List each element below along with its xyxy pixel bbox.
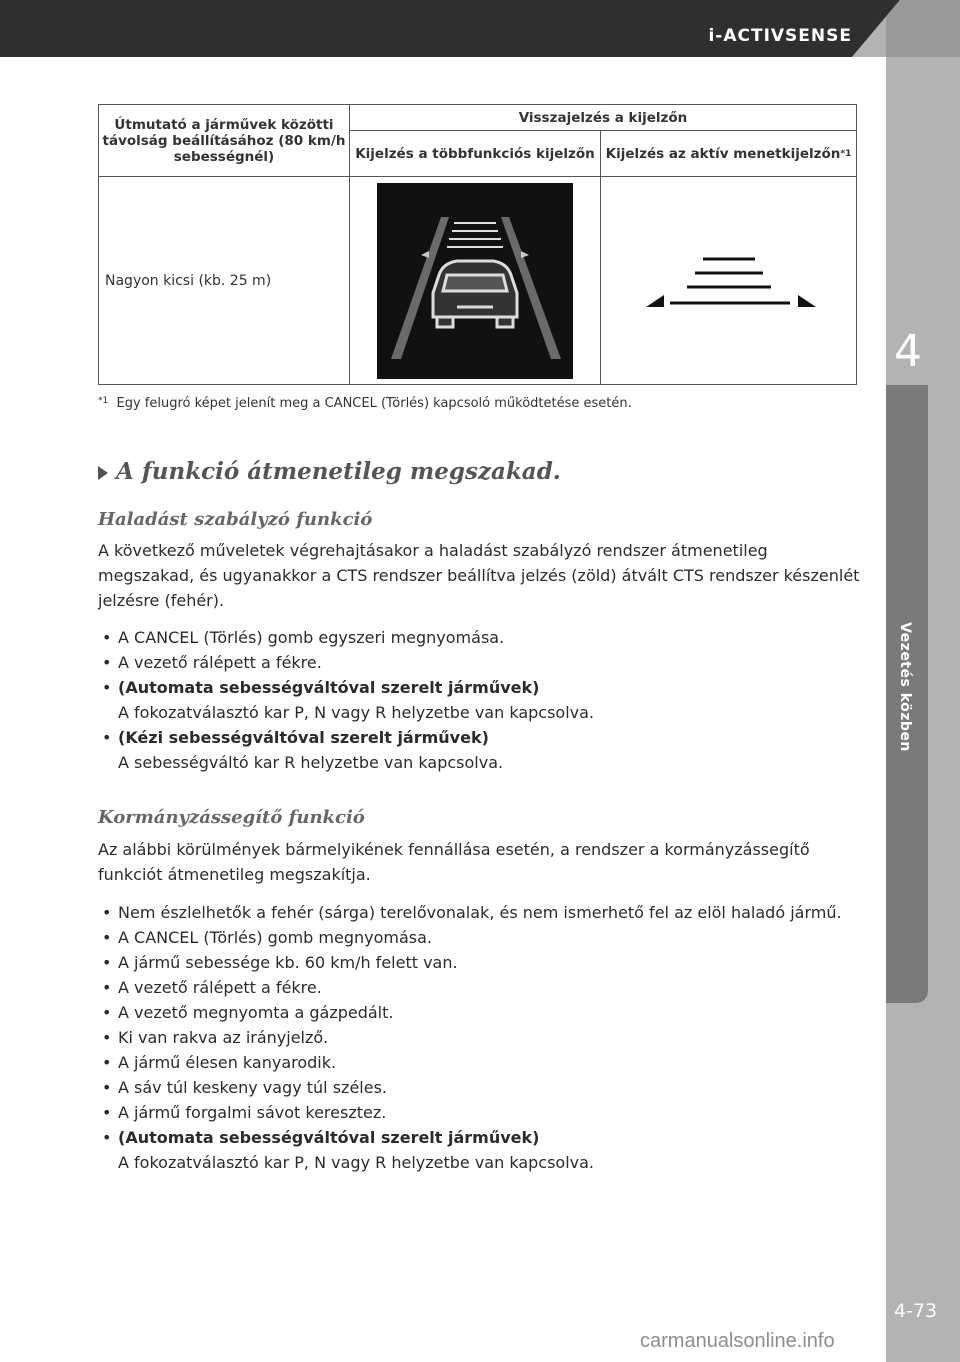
list-item xyxy=(98,725,863,775)
col3-header-text: Kijelzés az aktív menetkijelzőn xyxy=(605,145,841,162)
col3-header xyxy=(601,131,857,177)
bullet-icon: • xyxy=(102,1003,112,1022)
list-item-heading: (Automata sebességváltóval szerelt járművek) xyxy=(118,1128,540,1147)
bullet-icon: • xyxy=(102,1053,112,1072)
bullet-icon: • xyxy=(102,1128,112,1147)
list-item xyxy=(98,625,863,650)
list-item-heading: (Automata sebességváltóval szerelt járművek) xyxy=(118,678,540,697)
row1-label: Nagyon kicsi (kb. 25 m) xyxy=(99,177,350,385)
sub2-paragraph: Az alábbi körülmények bármelyikének fennállása esetén, a rendszer a kormányzássegítő funkciót átmenetileg megszakítja. xyxy=(98,840,810,884)
page-header xyxy=(0,0,960,57)
bullet-icon: • xyxy=(102,1103,112,1122)
list-item xyxy=(98,675,863,725)
sub1-title: Haladást szabályzó funkció xyxy=(98,509,373,530)
list-item-text: A CANCEL (Törlés) gomb egyszeri megnyomása. xyxy=(118,628,505,647)
list-item xyxy=(98,1000,863,1025)
list-item xyxy=(98,1025,863,1050)
list-item-text: A fokozatválasztó kar P, N vagy R helyzetbe van kapcsolva. xyxy=(118,1153,595,1172)
mfd-display-image xyxy=(377,183,573,379)
bullet-icon: • xyxy=(102,928,112,947)
page-number: 4-73 xyxy=(894,1300,938,1322)
list-item-text: A jármű forgalmi sávot keresztez. xyxy=(118,1103,387,1122)
footnote-text: Egy felugró képet jelenít meg a CANCEL (Törlés) kapcsoló működtetése esetén. xyxy=(116,396,632,411)
bullet-icon: • xyxy=(102,678,112,697)
car-rear-icon xyxy=(433,261,517,327)
list-item-text: A vezető rálépett a fékre. xyxy=(118,653,322,672)
list-item xyxy=(98,950,863,975)
list-item xyxy=(98,925,863,950)
list-item-text: A jármű sebessége kb. 60 km/h felett van. xyxy=(118,953,458,972)
chapter-number: 4 xyxy=(894,326,922,377)
list-item xyxy=(98,900,863,925)
right-arrow-icon xyxy=(798,295,816,307)
sub1-paragraph: A következő műveletek végrehajtásakor a haladást szabályzó rendszer átmenetileg megszakad, és ugyanakkor a CTS rendszer beállítva jelzés (zöld) átvált CTS rendszer készenlét jelzésre (fehér). xyxy=(98,541,860,610)
bullet-icon: • xyxy=(102,953,112,972)
active-display-cell xyxy=(601,177,857,385)
list-item xyxy=(98,1075,863,1100)
list-item-text: A CANCEL (Törlés) gomb megnyomása. xyxy=(118,928,433,947)
list-item-heading: (Kézi sebességváltóval szerelt járművek) xyxy=(118,728,489,747)
list-item-text: A sáv túl keskeny vagy túl széles. xyxy=(118,1078,387,1097)
sub1-list xyxy=(98,625,863,775)
list-item-text: A sebességváltó kar R helyzetbe van kapcsolva. xyxy=(118,753,504,772)
list-item xyxy=(98,1050,863,1075)
bullet-icon: • xyxy=(102,1078,112,1097)
bullet-icon: • xyxy=(102,728,112,747)
header-title: i-ACTIVSENSE xyxy=(708,26,852,46)
col2-header xyxy=(350,131,601,177)
bullet-icon: • xyxy=(102,978,112,997)
list-item-text: Ki van rakva az irányjelző. xyxy=(118,1028,329,1047)
list-item-text: A jármű élesen kanyarodik. xyxy=(118,1053,337,1072)
chapter-title: Vezetés közben xyxy=(897,622,913,752)
section-title-text: A funkció átmenetileg megszakad. xyxy=(116,458,561,485)
list-item-text: Nem észlelhetők a fehér (sárga) terelővonalak, és nem ismerhető fel az elöl haladó jármű. xyxy=(118,903,842,922)
distance-lines-icon xyxy=(670,259,790,303)
col1-header: Útmutató a járművek közötti távolság beállításához (80 km/h sebességnél) xyxy=(99,105,350,177)
section-marker-icon xyxy=(98,466,108,480)
bullet-icon: • xyxy=(102,628,112,647)
left-arrow-icon xyxy=(646,295,664,307)
col3-footnote-ref: *1 xyxy=(840,148,852,159)
footnote-marker: *1 xyxy=(98,396,109,406)
list-item-text: A vezető rálépett a fékre. xyxy=(118,978,322,997)
sub2-title: Kormányzássegítő funkció xyxy=(98,807,365,828)
mfd-display-cell xyxy=(350,177,601,385)
list-item xyxy=(98,1100,863,1125)
list-item xyxy=(98,650,863,675)
sub2-list xyxy=(98,900,863,1175)
distance-table xyxy=(98,104,857,385)
active-display-image xyxy=(604,181,854,381)
bullet-icon: • xyxy=(102,903,112,922)
list-item-text: A fokozatválasztó kar P, N vagy R helyzetbe van kapcsolva. xyxy=(118,703,595,722)
bullet-icon: • xyxy=(102,653,112,672)
col2-header-text: Kijelzés a többfunkciós kijelzőn xyxy=(355,145,595,162)
footnote xyxy=(98,396,632,411)
list-item xyxy=(98,1125,863,1175)
bullet-icon: • xyxy=(102,1028,112,1047)
section-title xyxy=(98,458,561,485)
group-header: Visszajelzés a kijelzőn xyxy=(350,105,857,131)
list-item xyxy=(98,975,863,1000)
list-item-text: A vezető megnyomta a gázpedált. xyxy=(118,1003,394,1022)
watermark: carmanualsonline.info xyxy=(640,1330,835,1352)
